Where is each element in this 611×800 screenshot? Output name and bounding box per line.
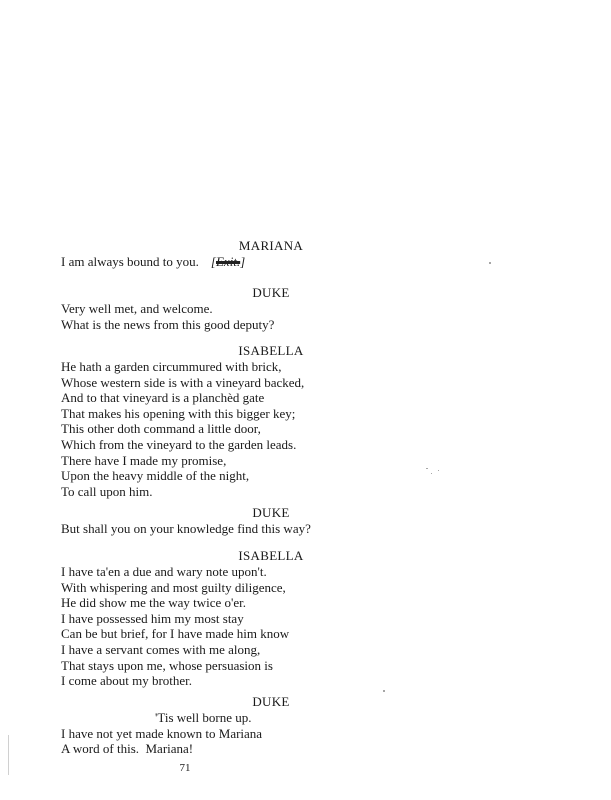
dialogue-line: There have I made my promise,	[61, 452, 227, 468]
dialogue-line: And to that vineyard is a planchèd gate	[61, 390, 265, 406]
speech-mariana	[61, 238, 481, 270]
dialogue-line: A word of this. Mariana!	[61, 741, 194, 757]
dialogue-line: Upon the heavy middle of the night,	[61, 468, 250, 484]
scan-speck	[431, 473, 432, 474]
bracket-close: ]	[240, 254, 246, 269]
dialogue-line: Whose western side is with a vineyard backed,	[61, 374, 305, 390]
dialogue-line: This other doth command a little door,	[61, 421, 261, 437]
struck-exit-word: Exit.	[215, 254, 241, 269]
dialogue-line: To call upon him.	[61, 483, 153, 499]
dialogue-line: I have ta'en a due and wary note upon't.	[61, 564, 267, 579]
speaker-name: DUKE	[252, 285, 290, 300]
dialogue-line: That makes his opening with this bigger key;	[61, 405, 296, 421]
speaker-name: ISABELLA	[238, 343, 304, 358]
speech-duke-1	[61, 285, 481, 332]
speaker-name: DUKE	[252, 505, 290, 520]
scan-speck	[8, 735, 9, 775]
scan-speck	[383, 690, 385, 692]
dialogue-line: Which from the vineyard to the garden leads.	[61, 436, 297, 452]
page-number: 71	[179, 762, 191, 774]
dialogue-line: I have a servant comes with me along,	[61, 641, 261, 657]
dialogue-line: He hath a garden circummured with brick,	[61, 359, 282, 374]
dialogue-line-indented: 'Tis well borne up.	[155, 710, 252, 725]
speech-isabella-2	[61, 548, 481, 689]
dialogue-line: I have not yet made known to Mariana	[61, 725, 263, 741]
dialogue-line: Very well met, and welcome.	[61, 301, 213, 316]
stage-direction	[211, 254, 245, 269]
scan-speck	[489, 262, 491, 264]
speech-isabella-1	[61, 343, 481, 499]
dialogue-line	[61, 254, 481, 270]
dialogue-line: That stays upon me, whose persuasion is	[61, 657, 273, 673]
dialogue-line: But shall you on your knowledge find this way?	[61, 521, 311, 536]
dialogue-line: I come about my brother.	[61, 673, 193, 689]
bracket-open: [	[210, 254, 216, 269]
speaker-name: ISABELLA	[238, 548, 304, 563]
speech-duke-2	[61, 505, 481, 537]
speech-duke-3	[61, 694, 481, 757]
dialogue-line: He did show me the way twice o'er.	[61, 595, 247, 611]
scan-speck	[426, 468, 428, 469]
dialogue-text: I am always bound to you.	[61, 254, 199, 269]
speaker-name: MARIANA	[238, 238, 304, 253]
speaker-name: DUKE	[252, 694, 290, 709]
dialogue-line: What is the news from this good deputy?	[61, 316, 275, 332]
dialogue-line: With whispering and most guilty diligence,	[61, 579, 286, 595]
scan-speck	[438, 470, 439, 471]
dialogue-line: Can be but brief, for I have made him know	[61, 626, 290, 642]
dialogue-line: I have possessed him my most stay	[61, 610, 244, 626]
